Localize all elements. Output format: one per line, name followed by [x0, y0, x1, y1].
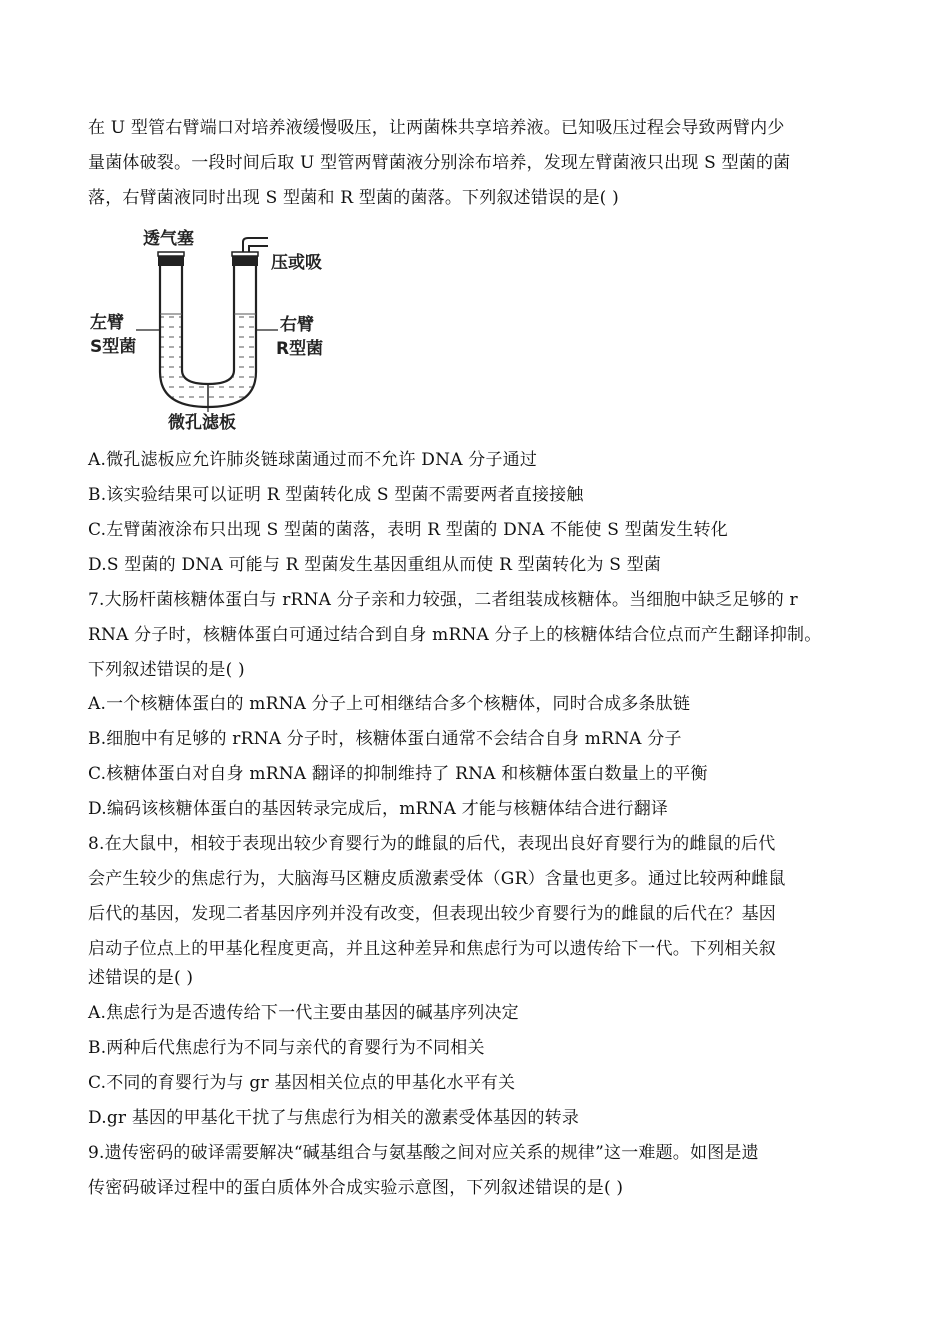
stopper-right — [232, 256, 258, 266]
u-tube-figure — [88, 222, 348, 432]
q9-stem-line: 传密码破译过程中的蛋白质体外合成实验示意图，下列叙述错误的是( ) — [88, 1178, 624, 1198]
q7-option-d: D.编码该核糖体蛋白的基因转录完成后，mRNA 才能与核糖体结合进行翻译 — [88, 799, 669, 819]
q6-option-b: B.该实验结果可以证明 R 型菌转化成 S 型菌不需要两者直接接触 — [88, 485, 584, 505]
label-press-or-suck: 压或吸 — [271, 253, 322, 273]
q8-option-c: C.不同的育婴行为与 gr 基因相关位点的甲基化水平有关 — [88, 1073, 516, 1093]
label-left-arm: 左臂 — [90, 313, 124, 333]
q8-option-b: B.两种后代焦虑行为不同与亲代的育婴行为不同相关 — [88, 1038, 485, 1058]
q8-stem-line: 会产生较少的焦虑行为，大脑海马区糖皮质激素受体（GR）含量也更多。通过比较两种雌鼠 — [88, 869, 786, 889]
intro-line: 落，右臂菌液同时出现 S 型菌和 R 型菌的菌落。下列叙述错误的是( ) — [88, 188, 619, 208]
stopper-left — [158, 256, 184, 266]
q8-stem-line: 述错误的是( ) — [88, 968, 194, 988]
q7-option-a: A.一个核糖体蛋白的 mRNA 分子上可相继结合多个核糖体，同时合成多条肽链 — [88, 694, 691, 714]
intro-line: 在 U 型管右臂端口对培养液缓慢吸压，让两菌株共享培养液。已知吸压过程会导致两臂内少 — [88, 118, 785, 138]
q7-stem-line: 7.大肠杆菌核糖体蛋白与 rRNA 分子亲和力较强，二者组装成核糖体。当细胞中缺乏足够的 r — [88, 590, 798, 610]
q6-option-c: C.左臂菌液涂布只出现 S 型菌的菌落，表明 R 型菌的 DNA 不能使 S 型菌发生转化 — [88, 520, 728, 540]
q7-stem-line: RNA 分子时，核糖体蛋白可通过结合到自身 mRNA 分子上的核糖体结合位点而产生翻译抑制。 — [88, 625, 822, 645]
q6-option-d: D.S 型菌的 DNA 可能与 R 型菌发生基因重组从而使 R 型菌转化为 S 型菌 — [88, 555, 662, 575]
q8-stem-line: 后代的基因，发现二者基因序列并没有改变，但表现出较少育婴行为的雌鼠的后代在？基因 — [88, 904, 776, 924]
q8-stem-line: 8.在大鼠中，相较于表现出较少育婴行为的雌鼠的后代，表现出良好育婴行为的雌鼠的后代 — [88, 834, 776, 854]
q8-option-a: A.焦虑行为是否遗传给下一代主要由基因的碱基序列决定 — [88, 1003, 519, 1023]
q7-option-c: C.核糖体蛋白对自身 mRNA 翻译的抑制维持了 RNA 和核糖体蛋白数量上的平衡 — [88, 764, 708, 784]
label-right-r-strain: R型菌 — [276, 339, 324, 359]
q7-option-b: B.细胞中有足够的 rRNA 分子时，核糖体蛋白通常不会结合自身 mRNA 分子 — [88, 729, 682, 749]
intro-line: 量菌体破裂。一段时间后取 U 型管两臂菌液分别涂布培养，发现左臂菌液只出现 S 型菌的菌 — [88, 153, 791, 173]
q8-stem-line: 启动子位点上的甲基化程度更高，并且这种差异和焦虑行为可以遗传给下一代。下列相关叙 — [88, 939, 776, 959]
q7-stem-line: 下列叙述错误的是( ) — [88, 660, 245, 680]
label-right-arm: 右臂 — [280, 315, 314, 335]
label-stopper: 透气塞 — [143, 229, 194, 249]
q6-option-a: A.微孔滤板应允许肺炎链球菌通过而不允许 DNA 分子通过 — [88, 450, 538, 470]
label-filter-plate: 微孔滤板 — [168, 413, 236, 432]
label-left-s-strain: S型菌 — [90, 337, 137, 357]
q8-option-d: D.gr 基因的甲基化干扰了与焦虑行为相关的激素受体基因的转录 — [88, 1108, 580, 1128]
q9-stem-line: 9.遗传密码的破译需要解决“碱基组合与氨基酸之间对应关系的规律”这一难题。如图是遗 — [88, 1143, 759, 1163]
